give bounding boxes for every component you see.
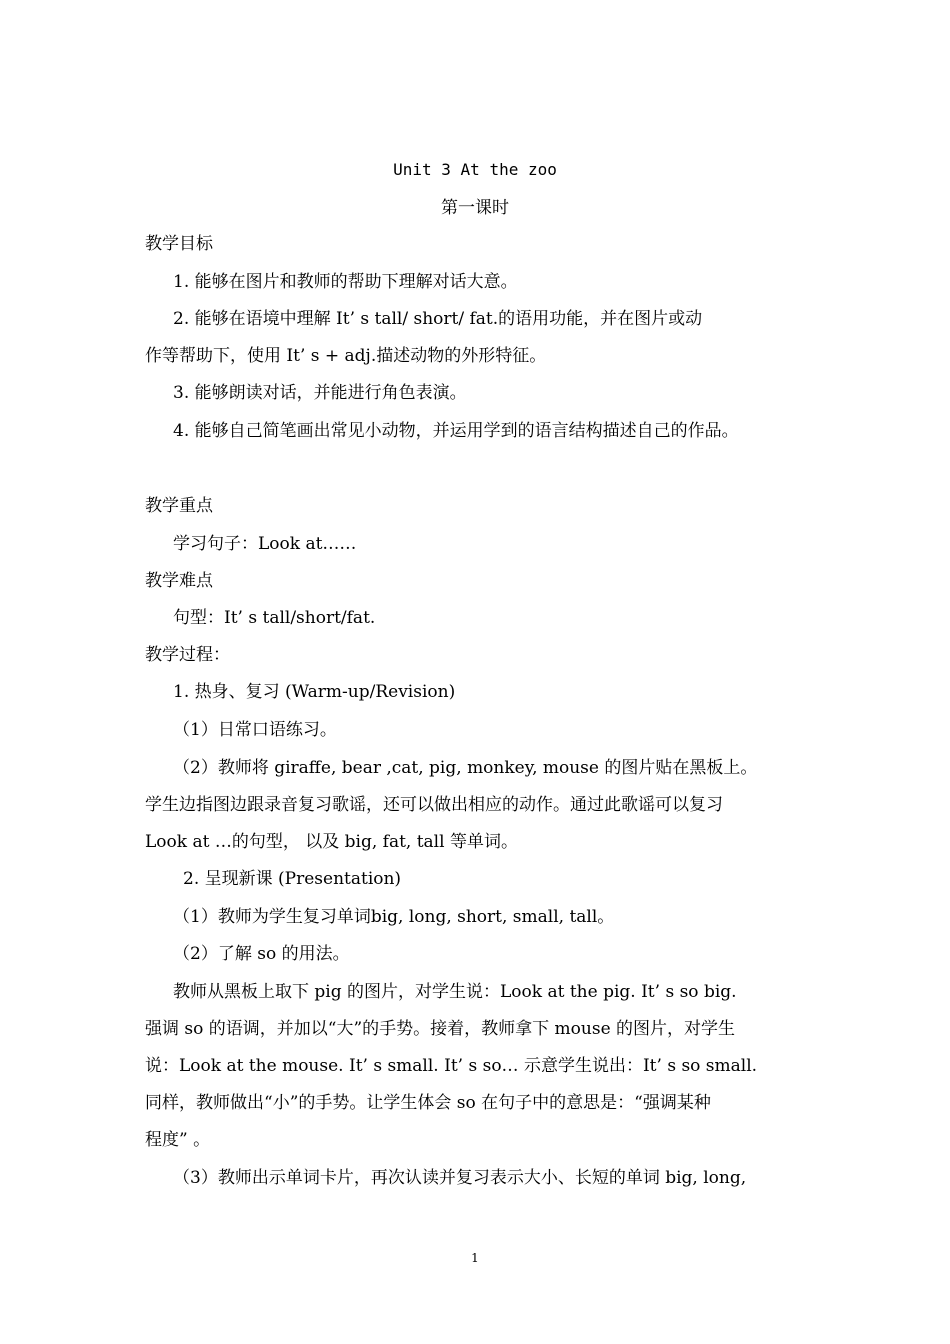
document-subtitle: 第一课时 [441, 198, 509, 218]
process-step-1: 1. 热身、复习 (Warm-up/Revision) [173, 682, 456, 702]
process-step-2-item-2: （2）了解 so 的用法。 [173, 944, 350, 964]
objective-item-2-continued: 作等帮助下，使用 It’ s + adj.描述动物的外形特征。 [145, 346, 547, 366]
page-number: 1 [471, 1251, 479, 1265]
section-heading-objectives: 教学目标 [145, 234, 213, 254]
key-points-text: 学习句子：Look at…… [173, 534, 357, 554]
objective-item-1: 1. 能够在图片和教师的帮助下理解对话大意。 [173, 272, 518, 292]
section-heading-difficulties: 教学难点 [145, 571, 213, 591]
process-paragraph-line-1: 教师从黑板上取下 pig 的图片，对学生说：Look at the pig. It’ s so big. [173, 982, 737, 1002]
process-paragraph-line-5: 程度” 。 [145, 1130, 211, 1150]
process-step-1-item-1: （1）日常口语练习。 [173, 720, 337, 740]
process-step-2-item-1: （1）教师为学生复习单词big, long, short, small, tall。 [173, 907, 615, 927]
process-paragraph-line-2: 强调 so 的语调，并加以“大”的手势。接着，教师拿下 mouse 的图片，对学生 [145, 1019, 736, 1039]
process-step-1-item-2-continued-2: Look at …的句型， 以及 big, fat, tall 等单词。 [145, 832, 518, 852]
process-step-2: 2. 呈现新课 (Presentation) [183, 869, 402, 889]
objective-item-3: 3. 能够朗读对话，并能进行角色表演。 [173, 383, 467, 403]
difficulties-text: 句型：It’ s tall/short/fat. [173, 608, 376, 628]
process-paragraph-line-4: 同样，教师做出“小”的手势。让学生体会 so 在句子中的意思是：“强调某种 [145, 1093, 711, 1113]
section-heading-key-points: 教学重点 [145, 496, 213, 516]
document-title: Unit 3 At the zoo [393, 160, 557, 179]
objective-item-2: 2. 能够在语境中理解 It’ s tall/ short/ fat.的语用功能，并在图片或动 [173, 309, 703, 329]
objective-item-4: 4. 能够自己简笔画出常见小动物，并运用学到的语言结构描述自己的作品。 [173, 421, 739, 441]
section-heading-process: 教学过程： [145, 645, 230, 665]
process-step-1-item-2-continued: 学生边指图边跟录音复习歌谣，还可以做出相应的动作。通过此歌谣可以复习 [145, 795, 723, 815]
process-paragraph-line-3: 说：Look at the mouse. It’ s small. It’ s so… 示意学生说出：It’ s so small. [145, 1056, 758, 1076]
process-step-1-item-2: （2）教师将 giraffe, bear ,cat, pig, monkey, mouse 的图片贴在黑板上。 [173, 758, 758, 778]
process-step-2-item-3: （3）教师出示单词卡片，再次认读并复习表示大小、长短的单词 big, long, [173, 1168, 747, 1188]
